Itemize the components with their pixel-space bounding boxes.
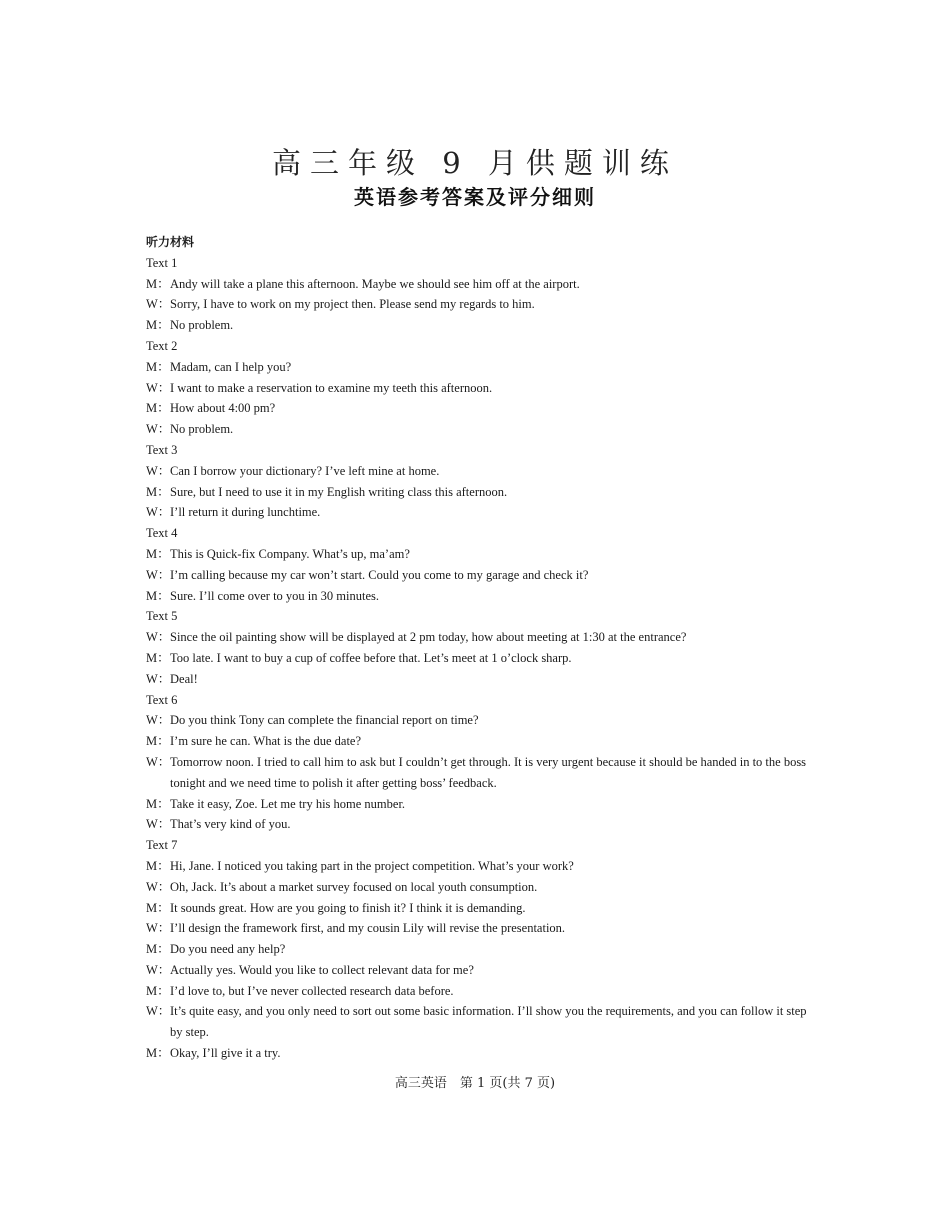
- utterance-text: Actually yes. Would you like to collect relevant data for me?: [170, 962, 474, 977]
- dialogue-line: [146, 357, 808, 378]
- utterance-text: It sounds great. How are you going to finish it? I think it is demanding.: [170, 900, 526, 915]
- utterance-text: Okay, I’ll give it a try.: [170, 1046, 281, 1061]
- dialogue-line: [146, 482, 808, 503]
- speaker-tag: M：: [146, 1046, 170, 1061]
- utterance-text: Sure. I’ll come over to you in 30 minutes.: [170, 588, 379, 603]
- speaker-tag: W：: [146, 463, 171, 478]
- utterance-text: Sure, but I need to use it in my English writing class this afternoon.: [170, 484, 508, 499]
- dialogue-label: Text 2: [146, 338, 178, 353]
- dialogue-block: [146, 336, 808, 440]
- speaker-tag: M：: [146, 276, 170, 291]
- dialogue-line: [146, 378, 808, 399]
- dialogue-block: [146, 523, 808, 606]
- utterance-text: Since the oil painting show will be displayed at 2 pm today, how about meeting at 1:30 at the entrance?: [170, 630, 687, 645]
- dialogue-label: Text 1: [146, 255, 178, 270]
- utterance-text: Too late. I want to buy a cup of coffee before that. Let’s meet at 1 o’clock sharp.: [170, 650, 572, 665]
- utterance-text: Hi, Jane. I noticed you taking part in the project competition. What’s your work?: [170, 858, 574, 873]
- speaker-tag: M：: [146, 588, 170, 603]
- utterance-text: I want to make a reservation to examine my teeth this afternoon.: [170, 380, 493, 395]
- dialogue-list: [146, 253, 808, 1064]
- dialogue-label: Text 7: [146, 838, 178, 853]
- dialogue-line: [146, 669, 808, 690]
- utterance-text: I’m calling because my car won’t start. Could you come to my garage and check it?: [170, 567, 589, 582]
- speaker-tag: W：: [146, 713, 171, 728]
- dialogue-line: [146, 274, 808, 295]
- dialogue-block: [146, 690, 808, 836]
- speaker-tag: W：: [146, 754, 171, 769]
- dialogue-line: [146, 710, 808, 731]
- dialogue-line: [146, 627, 808, 648]
- speaker-tag: M：: [146, 650, 170, 665]
- dialogue-label: Text 6: [146, 692, 178, 707]
- dialogue-line: [146, 419, 808, 440]
- dialogue-line: [146, 315, 808, 336]
- speaker-tag: M：: [146, 484, 170, 499]
- utterance-text: It’s quite easy, and you only need to sort out some basic information. I’ll show you the requirements, and you can follow it step by step.: [170, 1004, 807, 1040]
- dialogue-line: [146, 544, 808, 565]
- speaker-tag: W：: [146, 962, 171, 977]
- utterance-text: This is Quick-fix Company. What’s up, ma’am?: [170, 546, 410, 561]
- dialogue-line: [146, 939, 808, 960]
- dialogue-line: [146, 1001, 808, 1043]
- dialogue-block: [146, 835, 808, 1064]
- utterance-text: How about 4:00 pm?: [170, 401, 276, 416]
- speaker-tag: M：: [146, 318, 170, 333]
- utterance-text: Do you think Tony can complete the financial report on time?: [170, 713, 479, 728]
- speaker-tag: W：: [146, 671, 171, 686]
- speaker-tag: M：: [146, 942, 170, 957]
- utterance-text: Can I borrow your dictionary? I’ve left mine at home.: [170, 463, 440, 478]
- speaker-tag: M：: [146, 734, 170, 749]
- section-heading: 听力材料: [146, 235, 195, 249]
- utterance-text: Andy will take a plane this afternoon. Maybe we should see him off at the airport.: [170, 276, 580, 291]
- speaker-tag: W：: [146, 297, 171, 312]
- speaker-tag: W：: [146, 817, 171, 832]
- dialogue-label: Text 5: [146, 609, 178, 624]
- document-subtitle: 英语参考答案及评分细则: [354, 185, 596, 209]
- dialogue-block: [146, 606, 808, 689]
- dialogue-line: [146, 752, 808, 794]
- dialogue-label: Text 3: [146, 442, 178, 457]
- dialogue-line: [146, 960, 808, 981]
- dialogue-line: [146, 981, 808, 1002]
- dialogue-line: [146, 898, 808, 919]
- dialogue-line: [146, 877, 808, 898]
- speaker-tag: M：: [146, 401, 170, 416]
- speaker-tag: W：: [146, 630, 171, 645]
- speaker-tag: W：: [146, 921, 171, 936]
- dialogue-line: [146, 398, 808, 419]
- utterance-text: I’ll design the framework first, and my cousin Lily will revise the presentation.: [170, 921, 566, 936]
- dialogue-line: [146, 814, 808, 835]
- speaker-tag: W：: [146, 380, 171, 395]
- dialogue-block: [146, 253, 808, 336]
- utterance-text: I’m sure he can. What is the due date?: [170, 734, 362, 749]
- document-title: 高三年级 9 月供题训练: [272, 146, 678, 180]
- speaker-tag: M：: [146, 546, 170, 561]
- dialogue-line: [146, 586, 808, 607]
- utterance-text: Deal!: [170, 671, 198, 686]
- utterance-text: Sorry, I have to work on my project then. Please send my regards to him.: [170, 297, 535, 312]
- page-footer: 高三英语 第 1 页(共 7 页): [394, 1076, 556, 1091]
- speaker-tag: M：: [146, 983, 170, 998]
- dialogue-line: [146, 461, 808, 482]
- utterance-text: I’d love to, but I’ve never collected research data before.: [170, 983, 454, 998]
- dialogue-line: [146, 565, 808, 586]
- speaker-tag: M：: [146, 900, 170, 915]
- dialogue-line: [146, 648, 808, 669]
- speaker-tag: M：: [146, 858, 170, 873]
- dialogue-line: [146, 918, 808, 939]
- dialogue-line: [146, 856, 808, 877]
- speaker-tag: W：: [146, 422, 171, 437]
- speaker-tag: M：: [146, 796, 170, 811]
- utterance-text: That’s very kind of you.: [170, 817, 291, 832]
- speaker-tag: W：: [146, 1004, 171, 1019]
- speaker-tag: M：: [146, 359, 170, 374]
- dialogue-line: [146, 1043, 808, 1064]
- speaker-tag: W：: [146, 567, 171, 582]
- dialogue-line: [146, 502, 808, 523]
- utterance-text: I’ll return it during lunchtime.: [170, 505, 321, 520]
- dialogue-label: Text 4: [146, 526, 178, 541]
- utterance-text: Do you need any help?: [170, 942, 286, 957]
- utterance-text: Take it easy, Zoe. Let me try his home number.: [170, 796, 406, 811]
- utterance-text: Oh, Jack. It’s about a market survey focused on local youth consumption.: [170, 879, 538, 894]
- dialogue-line: [146, 731, 808, 752]
- listening-material: [146, 232, 808, 1064]
- utterance-text: No problem.: [170, 422, 234, 437]
- dialogue-line: [146, 294, 808, 315]
- utterance-text: Tomorrow noon. I tried to call him to ask but I couldn’t get through. It is very urgent because it should be handed in to the boss tonight and we need time to polish it after getting boss’ feedback.: [170, 754, 807, 790]
- utterance-text: No problem.: [170, 318, 234, 333]
- dialogue-block: [146, 440, 808, 523]
- speaker-tag: W：: [146, 879, 171, 894]
- speaker-tag: W：: [146, 505, 171, 520]
- utterance-text: Madam, can I help you?: [170, 359, 292, 374]
- dialogue-line: [146, 794, 808, 815]
